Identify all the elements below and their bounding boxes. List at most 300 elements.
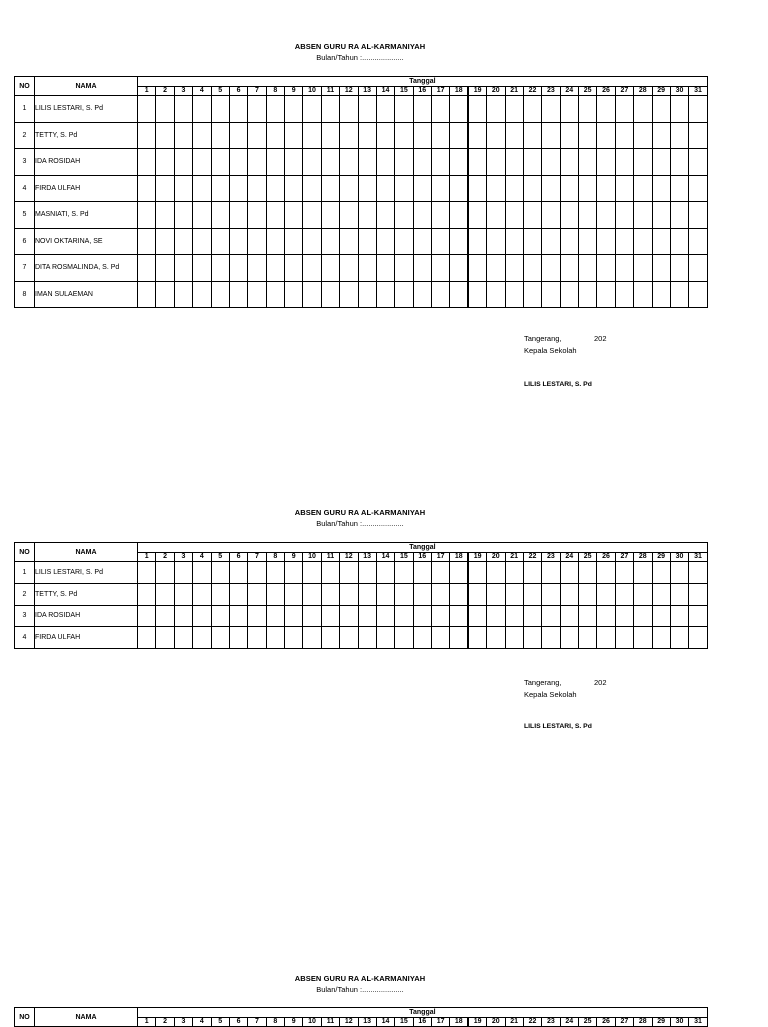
attendance-cell[interactable]	[487, 122, 505, 149]
attendance-cell[interactable]	[193, 255, 211, 282]
attendance-cell[interactable]	[321, 149, 339, 176]
attendance-cell[interactable]	[689, 605, 708, 627]
attendance-cell[interactable]	[285, 96, 303, 123]
attendance-cell[interactable]	[432, 202, 450, 229]
attendance-cell[interactable]	[413, 255, 431, 282]
attendance-cell[interactable]	[505, 562, 523, 584]
attendance-cell[interactable]	[523, 281, 541, 308]
attendance-cell[interactable]	[634, 583, 652, 605]
attendance-cell[interactable]	[156, 149, 174, 176]
attendance-cell[interactable]	[579, 149, 597, 176]
attendance-cell[interactable]	[193, 228, 211, 255]
attendance-cell[interactable]	[689, 122, 708, 149]
attendance-cell[interactable]	[138, 583, 156, 605]
attendance-cell[interactable]	[376, 627, 394, 649]
attendance-cell[interactable]	[376, 281, 394, 308]
attendance-cell[interactable]	[248, 583, 266, 605]
attendance-cell[interactable]	[303, 96, 321, 123]
attendance-cell[interactable]	[542, 255, 560, 282]
attendance-cell[interactable]	[321, 122, 339, 149]
attendance-cell[interactable]	[670, 122, 688, 149]
attendance-cell[interactable]	[523, 96, 541, 123]
attendance-cell[interactable]	[560, 605, 578, 627]
attendance-cell[interactable]	[211, 175, 229, 202]
attendance-cell[interactable]	[248, 627, 266, 649]
attendance-cell[interactable]	[523, 175, 541, 202]
attendance-cell[interactable]	[689, 175, 708, 202]
attendance-cell[interactable]	[303, 627, 321, 649]
attendance-cell[interactable]	[229, 627, 247, 649]
attendance-cell[interactable]	[285, 175, 303, 202]
attendance-cell[interactable]	[432, 583, 450, 605]
attendance-cell[interactable]	[266, 202, 284, 229]
attendance-cell[interactable]	[652, 281, 670, 308]
attendance-cell[interactable]	[615, 627, 633, 649]
attendance-cell[interactable]	[248, 202, 266, 229]
attendance-cell[interactable]	[634, 228, 652, 255]
attendance-cell[interactable]	[156, 175, 174, 202]
attendance-cell[interactable]	[285, 583, 303, 605]
attendance-cell[interactable]	[174, 96, 192, 123]
attendance-cell[interactable]	[597, 583, 615, 605]
attendance-cell[interactable]	[542, 228, 560, 255]
attendance-cell[interactable]	[615, 583, 633, 605]
attendance-cell[interactable]	[597, 149, 615, 176]
attendance-cell[interactable]	[138, 202, 156, 229]
attendance-cell[interactable]	[634, 562, 652, 584]
attendance-cell[interactable]	[156, 627, 174, 649]
attendance-cell[interactable]	[652, 228, 670, 255]
attendance-cell[interactable]	[340, 228, 358, 255]
attendance-cell[interactable]	[376, 122, 394, 149]
attendance-cell[interactable]	[156, 122, 174, 149]
attendance-cell[interactable]	[579, 96, 597, 123]
attendance-cell[interactable]	[321, 255, 339, 282]
attendance-cell[interactable]	[432, 122, 450, 149]
attendance-cell[interactable]	[229, 605, 247, 627]
attendance-cell[interactable]	[487, 281, 505, 308]
attendance-cell[interactable]	[138, 96, 156, 123]
attendance-cell[interactable]	[542, 122, 560, 149]
attendance-cell[interactable]	[321, 627, 339, 649]
attendance-cell[interactable]	[560, 122, 578, 149]
attendance-cell[interactable]	[156, 281, 174, 308]
attendance-cell[interactable]	[597, 175, 615, 202]
attendance-cell[interactable]	[321, 175, 339, 202]
attendance-cell[interactable]	[670, 562, 688, 584]
attendance-cell[interactable]	[376, 605, 394, 627]
attendance-cell[interactable]	[138, 228, 156, 255]
attendance-cell[interactable]	[413, 627, 431, 649]
attendance-cell[interactable]	[266, 605, 284, 627]
attendance-cell[interactable]	[395, 202, 413, 229]
attendance-cell[interactable]	[248, 562, 266, 584]
attendance-cell[interactable]	[193, 627, 211, 649]
attendance-cell[interactable]	[634, 627, 652, 649]
attendance-cell[interactable]	[413, 605, 431, 627]
attendance-cell[interactable]	[487, 149, 505, 176]
attendance-cell[interactable]	[652, 122, 670, 149]
attendance-cell[interactable]	[689, 96, 708, 123]
attendance-cell[interactable]	[505, 175, 523, 202]
attendance-cell[interactable]	[670, 228, 688, 255]
attendance-cell[interactable]	[156, 562, 174, 584]
attendance-cell[interactable]	[193, 96, 211, 123]
attendance-cell[interactable]	[229, 202, 247, 229]
attendance-cell[interactable]	[193, 149, 211, 176]
attendance-cell[interactable]	[615, 562, 633, 584]
attendance-cell[interactable]	[248, 605, 266, 627]
attendance-cell[interactable]	[597, 281, 615, 308]
attendance-cell[interactable]	[395, 562, 413, 584]
attendance-cell[interactable]	[615, 281, 633, 308]
attendance-cell[interactable]	[652, 583, 670, 605]
attendance-cell[interactable]	[266, 562, 284, 584]
attendance-cell[interactable]	[303, 255, 321, 282]
attendance-cell[interactable]	[468, 122, 486, 149]
attendance-cell[interactable]	[652, 562, 670, 584]
attendance-cell[interactable]	[413, 175, 431, 202]
attendance-cell[interactable]	[505, 202, 523, 229]
attendance-cell[interactable]	[670, 149, 688, 176]
attendance-cell[interactable]	[211, 228, 229, 255]
attendance-cell[interactable]	[211, 149, 229, 176]
attendance-cell[interactable]	[376, 149, 394, 176]
attendance-cell[interactable]	[468, 562, 486, 584]
attendance-cell[interactable]	[487, 175, 505, 202]
attendance-cell[interactable]	[505, 583, 523, 605]
attendance-cell[interactable]	[634, 202, 652, 229]
attendance-cell[interactable]	[358, 122, 376, 149]
attendance-cell[interactable]	[615, 122, 633, 149]
attendance-cell[interactable]	[138, 605, 156, 627]
attendance-cell[interactable]	[523, 202, 541, 229]
attendance-cell[interactable]	[138, 562, 156, 584]
attendance-cell[interactable]	[266, 255, 284, 282]
attendance-cell[interactable]	[138, 281, 156, 308]
attendance-cell[interactable]	[634, 175, 652, 202]
attendance-cell[interactable]	[303, 149, 321, 176]
attendance-cell[interactable]	[340, 627, 358, 649]
attendance-cell[interactable]	[303, 605, 321, 627]
attendance-cell[interactable]	[358, 583, 376, 605]
attendance-cell[interactable]	[413, 202, 431, 229]
attendance-cell[interactable]	[211, 122, 229, 149]
attendance-cell[interactable]	[174, 175, 192, 202]
attendance-cell[interactable]	[376, 96, 394, 123]
attendance-cell[interactable]	[156, 255, 174, 282]
attendance-cell[interactable]	[450, 255, 468, 282]
attendance-cell[interactable]	[487, 562, 505, 584]
attendance-cell[interactable]	[229, 255, 247, 282]
attendance-cell[interactable]	[395, 122, 413, 149]
attendance-cell[interactable]	[321, 281, 339, 308]
attendance-cell[interactable]	[303, 122, 321, 149]
attendance-cell[interactable]	[689, 228, 708, 255]
attendance-cell[interactable]	[193, 175, 211, 202]
attendance-cell[interactable]	[248, 96, 266, 123]
attendance-cell[interactable]	[634, 96, 652, 123]
attendance-cell[interactable]	[579, 255, 597, 282]
attendance-cell[interactable]	[615, 605, 633, 627]
attendance-cell[interactable]	[266, 122, 284, 149]
attendance-cell[interactable]	[615, 96, 633, 123]
attendance-cell[interactable]	[542, 583, 560, 605]
attendance-cell[interactable]	[523, 122, 541, 149]
attendance-cell[interactable]	[266, 228, 284, 255]
attendance-cell[interactable]	[579, 627, 597, 649]
attendance-cell[interactable]	[303, 583, 321, 605]
attendance-cell[interactable]	[560, 255, 578, 282]
attendance-cell[interactable]	[174, 202, 192, 229]
attendance-cell[interactable]	[689, 149, 708, 176]
attendance-cell[interactable]	[468, 281, 486, 308]
attendance-cell[interactable]	[229, 149, 247, 176]
attendance-cell[interactable]	[542, 562, 560, 584]
attendance-cell[interactable]	[174, 149, 192, 176]
attendance-cell[interactable]	[432, 255, 450, 282]
attendance-cell[interactable]	[321, 562, 339, 584]
attendance-cell[interactable]	[211, 562, 229, 584]
attendance-cell[interactable]	[266, 627, 284, 649]
attendance-cell[interactable]	[358, 627, 376, 649]
attendance-cell[interactable]	[358, 202, 376, 229]
attendance-cell[interactable]	[615, 202, 633, 229]
attendance-cell[interactable]	[468, 583, 486, 605]
attendance-cell[interactable]	[450, 149, 468, 176]
attendance-cell[interactable]	[413, 149, 431, 176]
attendance-cell[interactable]	[505, 605, 523, 627]
attendance-cell[interactable]	[285, 228, 303, 255]
attendance-cell[interactable]	[174, 583, 192, 605]
attendance-cell[interactable]	[670, 281, 688, 308]
attendance-cell[interactable]	[505, 96, 523, 123]
attendance-cell[interactable]	[321, 202, 339, 229]
attendance-cell[interactable]	[358, 96, 376, 123]
attendance-cell[interactable]	[652, 96, 670, 123]
attendance-cell[interactable]	[560, 202, 578, 229]
attendance-cell[interactable]	[487, 96, 505, 123]
attendance-cell[interactable]	[193, 583, 211, 605]
attendance-cell[interactable]	[689, 255, 708, 282]
attendance-cell[interactable]	[248, 122, 266, 149]
attendance-cell[interactable]	[689, 583, 708, 605]
attendance-cell[interactable]	[174, 281, 192, 308]
attendance-cell[interactable]	[303, 281, 321, 308]
attendance-cell[interactable]	[542, 627, 560, 649]
attendance-cell[interactable]	[560, 627, 578, 649]
attendance-cell[interactable]	[211, 281, 229, 308]
attendance-cell[interactable]	[523, 228, 541, 255]
attendance-cell[interactable]	[487, 605, 505, 627]
attendance-cell[interactable]	[615, 175, 633, 202]
attendance-cell[interactable]	[248, 175, 266, 202]
attendance-cell[interactable]	[211, 202, 229, 229]
attendance-cell[interactable]	[358, 175, 376, 202]
attendance-cell[interactable]	[285, 605, 303, 627]
attendance-cell[interactable]	[560, 281, 578, 308]
attendance-cell[interactable]	[432, 627, 450, 649]
attendance-cell[interactable]	[487, 202, 505, 229]
attendance-cell[interactable]	[358, 255, 376, 282]
attendance-cell[interactable]	[340, 96, 358, 123]
attendance-cell[interactable]	[395, 228, 413, 255]
attendance-cell[interactable]	[542, 96, 560, 123]
attendance-cell[interactable]	[468, 255, 486, 282]
attendance-cell[interactable]	[211, 96, 229, 123]
attendance-cell[interactable]	[340, 149, 358, 176]
attendance-cell[interactable]	[266, 175, 284, 202]
attendance-cell[interactable]	[450, 202, 468, 229]
attendance-cell[interactable]	[597, 255, 615, 282]
attendance-cell[interactable]	[670, 255, 688, 282]
attendance-cell[interactable]	[358, 562, 376, 584]
attendance-cell[interactable]	[229, 96, 247, 123]
attendance-cell[interactable]	[523, 149, 541, 176]
attendance-cell[interactable]	[340, 255, 358, 282]
attendance-cell[interactable]	[542, 202, 560, 229]
attendance-cell[interactable]	[579, 605, 597, 627]
attendance-cell[interactable]	[432, 149, 450, 176]
attendance-cell[interactable]	[468, 228, 486, 255]
attendance-cell[interactable]	[505, 627, 523, 649]
attendance-cell[interactable]	[523, 605, 541, 627]
attendance-cell[interactable]	[358, 228, 376, 255]
attendance-cell[interactable]	[229, 122, 247, 149]
attendance-cell[interactable]	[395, 149, 413, 176]
attendance-cell[interactable]	[523, 627, 541, 649]
attendance-cell[interactable]	[248, 281, 266, 308]
attendance-cell[interactable]	[652, 255, 670, 282]
attendance-cell[interactable]	[358, 281, 376, 308]
attendance-cell[interactable]	[579, 122, 597, 149]
attendance-cell[interactable]	[138, 175, 156, 202]
attendance-cell[interactable]	[450, 605, 468, 627]
attendance-cell[interactable]	[193, 202, 211, 229]
attendance-cell[interactable]	[615, 228, 633, 255]
attendance-cell[interactable]	[340, 175, 358, 202]
attendance-cell[interactable]	[413, 583, 431, 605]
attendance-cell[interactable]	[138, 255, 156, 282]
attendance-cell[interactable]	[652, 202, 670, 229]
attendance-cell[interactable]	[138, 149, 156, 176]
attendance-cell[interactable]	[174, 627, 192, 649]
attendance-cell[interactable]	[597, 627, 615, 649]
attendance-cell[interactable]	[579, 202, 597, 229]
attendance-cell[interactable]	[413, 96, 431, 123]
attendance-cell[interactable]	[450, 228, 468, 255]
attendance-cell[interactable]	[542, 281, 560, 308]
attendance-cell[interactable]	[156, 96, 174, 123]
attendance-cell[interactable]	[321, 96, 339, 123]
attendance-cell[interactable]	[340, 122, 358, 149]
attendance-cell[interactable]	[634, 255, 652, 282]
attendance-cell[interactable]	[505, 149, 523, 176]
attendance-cell[interactable]	[432, 562, 450, 584]
attendance-cell[interactable]	[560, 583, 578, 605]
attendance-cell[interactable]	[229, 228, 247, 255]
attendance-cell[interactable]	[487, 228, 505, 255]
attendance-cell[interactable]	[174, 255, 192, 282]
attendance-cell[interactable]	[340, 281, 358, 308]
attendance-cell[interactable]	[321, 605, 339, 627]
attendance-cell[interactable]	[560, 228, 578, 255]
attendance-cell[interactable]	[505, 255, 523, 282]
attendance-cell[interactable]	[266, 583, 284, 605]
attendance-cell[interactable]	[156, 605, 174, 627]
attendance-cell[interactable]	[670, 202, 688, 229]
attendance-cell[interactable]	[376, 202, 394, 229]
attendance-cell[interactable]	[542, 175, 560, 202]
attendance-cell[interactable]	[376, 255, 394, 282]
attendance-cell[interactable]	[487, 255, 505, 282]
attendance-cell[interactable]	[211, 255, 229, 282]
attendance-cell[interactable]	[560, 96, 578, 123]
attendance-cell[interactable]	[395, 96, 413, 123]
attendance-cell[interactable]	[266, 149, 284, 176]
attendance-cell[interactable]	[285, 255, 303, 282]
attendance-cell[interactable]	[193, 122, 211, 149]
attendance-cell[interactable]	[450, 175, 468, 202]
attendance-cell[interactable]	[285, 627, 303, 649]
attendance-cell[interactable]	[450, 562, 468, 584]
attendance-cell[interactable]	[468, 627, 486, 649]
attendance-cell[interactable]	[689, 281, 708, 308]
attendance-cell[interactable]	[229, 175, 247, 202]
attendance-cell[interactable]	[413, 122, 431, 149]
attendance-cell[interactable]	[652, 175, 670, 202]
attendance-cell[interactable]	[303, 228, 321, 255]
attendance-cell[interactable]	[248, 149, 266, 176]
attendance-cell[interactable]	[174, 228, 192, 255]
attendance-cell[interactable]	[652, 627, 670, 649]
attendance-cell[interactable]	[523, 562, 541, 584]
attendance-cell[interactable]	[395, 627, 413, 649]
attendance-cell[interactable]	[285, 149, 303, 176]
attendance-cell[interactable]	[432, 281, 450, 308]
attendance-cell[interactable]	[321, 583, 339, 605]
attendance-cell[interactable]	[340, 605, 358, 627]
attendance-cell[interactable]	[523, 583, 541, 605]
attendance-cell[interactable]	[285, 562, 303, 584]
attendance-cell[interactable]	[376, 175, 394, 202]
attendance-cell[interactable]	[505, 228, 523, 255]
attendance-cell[interactable]	[211, 627, 229, 649]
attendance-cell[interactable]	[340, 562, 358, 584]
attendance-cell[interactable]	[285, 281, 303, 308]
attendance-cell[interactable]	[560, 562, 578, 584]
attendance-cell[interactable]	[193, 281, 211, 308]
attendance-cell[interactable]	[432, 175, 450, 202]
attendance-cell[interactable]	[395, 583, 413, 605]
attendance-cell[interactable]	[468, 149, 486, 176]
attendance-cell[interactable]	[413, 562, 431, 584]
attendance-cell[interactable]	[432, 605, 450, 627]
attendance-cell[interactable]	[211, 605, 229, 627]
attendance-cell[interactable]	[138, 122, 156, 149]
attendance-cell[interactable]	[634, 122, 652, 149]
attendance-cell[interactable]	[266, 96, 284, 123]
attendance-cell[interactable]	[468, 202, 486, 229]
attendance-cell[interactable]	[156, 228, 174, 255]
attendance-cell[interactable]	[395, 175, 413, 202]
attendance-cell[interactable]	[321, 228, 339, 255]
attendance-cell[interactable]	[597, 562, 615, 584]
attendance-cell[interactable]	[560, 175, 578, 202]
attendance-cell[interactable]	[670, 96, 688, 123]
attendance-cell[interactable]	[156, 583, 174, 605]
attendance-cell[interactable]	[670, 583, 688, 605]
